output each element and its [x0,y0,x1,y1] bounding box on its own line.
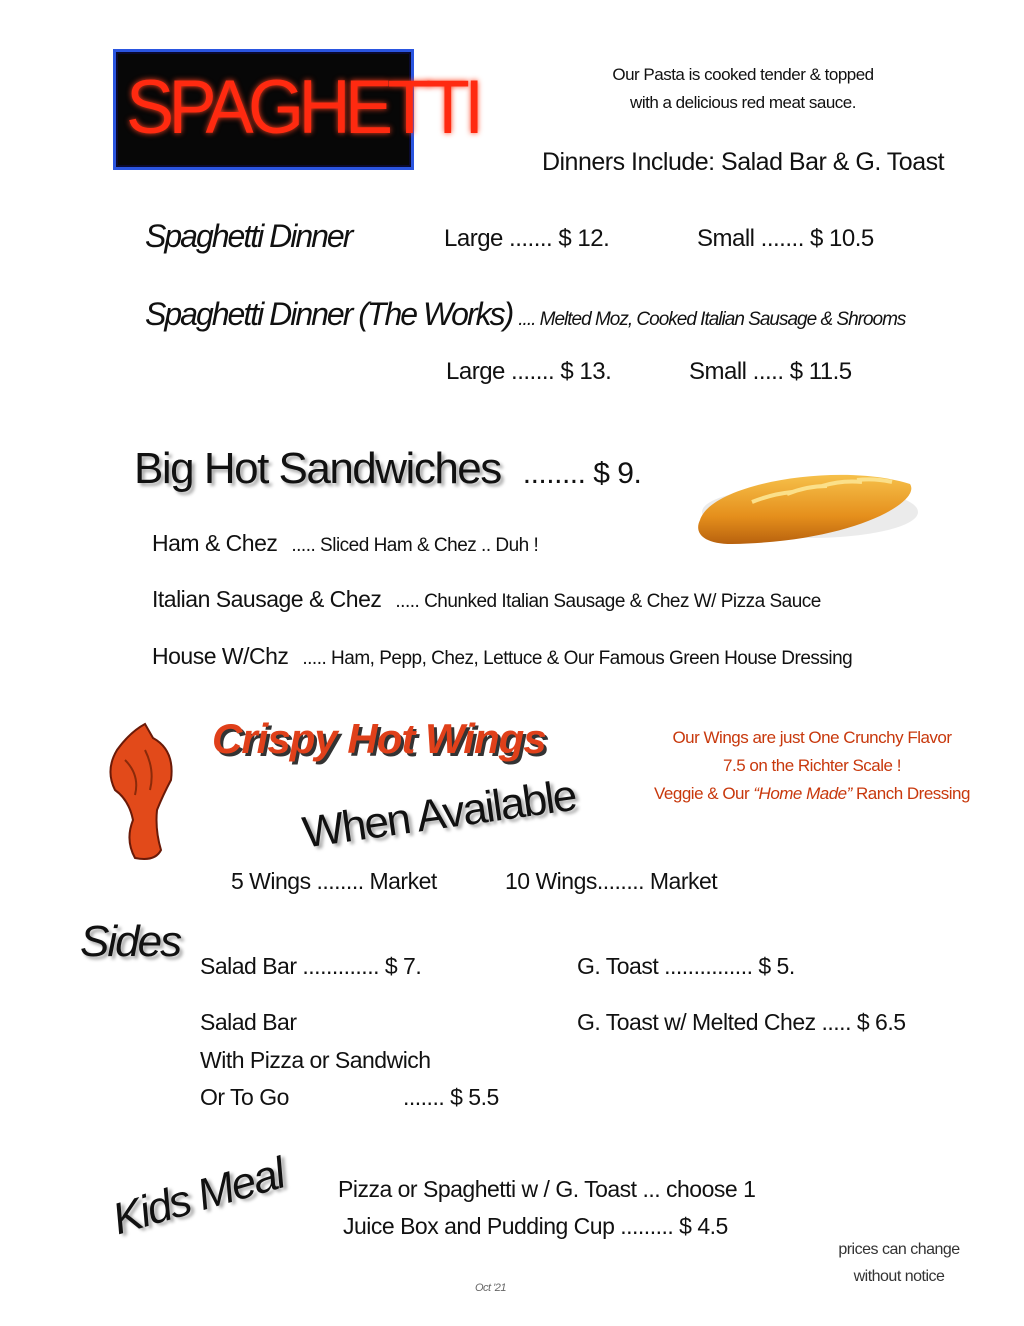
spaghetti-dinner-large: Large ....... $ 12. [444,225,610,252]
sandwich-item [152,588,821,611]
sandwich-item [152,532,538,555]
wings-note-1: Our Wings are just One Crunchy Flavor [672,728,952,747]
sides-title: Sides [80,917,181,966]
five-wings: 5 Wings ........ Market [231,868,437,894]
sandwich-item-desc: ..... Ham, Pepp, Chez, Lettuce & Our Famous Green House Dressing [302,648,853,669]
side-salad-combo-2: With Pizza or Sandwich [200,1047,431,1073]
works-row [145,298,1015,330]
works-name: Spaghetti Dinner (The Works) [145,296,513,332]
sandwich-item-desc: ..... Chunked Italian Sausage & Chez W/ Pizza Sauce [395,591,821,612]
sandwich-item [152,645,852,668]
works-small: Small ..... $ 11.5 [689,358,852,385]
bread-image [692,462,918,550]
kids-line-2: Juice Box and Pudding Cup ......... $ 4.5 [343,1213,728,1239]
chicken-wing-image [105,720,183,865]
side-salad-bar: Salad Bar ............. $ 7. [200,953,422,979]
sandwich-item-name: Italian Sausage & Chez [152,586,382,612]
kids-meal-title: Kids Meal [107,1148,290,1245]
sandwich-item-name: House W/Chz [152,643,289,669]
spaghetti-dinner-small: Small ....... $ 10.5 [697,225,874,252]
wings-title: Crispy Hot Wings [212,715,546,762]
wings-note-2: 7.5 on the Richter Scale ! [723,756,901,775]
spaghetti-dinner-name: Spaghetti Dinner [145,218,352,254]
side-salad-combo-price: ....... $ 5.5 [403,1084,499,1110]
ten-wings: 10 Wings........ Market [505,868,718,894]
side-salad-combo-3: Or To Go [200,1084,289,1110]
when-available: When Available [299,770,579,858]
intro-line-2: with a delicious red meat sauce. [630,93,856,112]
wings-note-3: Veggie & Our “Home Made” Ranch Dressing [654,784,970,803]
sandwiches-title: Big Hot Sandwiches [134,444,501,493]
sandwiches-header [134,444,642,493]
kids-line-1: Pizza or Spaghetti w / G. Toast ... choose 1 [338,1176,756,1202]
menu-date: Oct '21 [475,1282,507,1294]
side-g-toast-chez: G. Toast w/ Melted Chez ..... $ 6.5 [577,1009,906,1035]
works-desc: .... Melted Moz, Cooked Italian Sausage & Shrooms [518,309,906,330]
works-large: Large ....... $ 13. [446,358,612,385]
intro-line-1: Our Pasta is cooked tender & topped [612,65,874,84]
sandwich-item-desc: ..... Sliced Ham & Chez .. Duh ! [291,535,539,556]
side-g-toast: G. Toast ............... $ 5. [577,953,795,979]
prices-note-1: prices can change [838,1241,960,1258]
prices-note-2: without notice [853,1268,945,1285]
side-salad-combo-1: Salad Bar [200,1009,297,1035]
sandwiches-price: ........ $ 9. [522,457,642,490]
spaghetti-logo: SPAGHETTI [113,49,414,170]
dinners-include: Dinners Include: Salad Bar & G. Toast [541,148,945,176]
sandwich-item-name: Ham & Chez [152,530,278,556]
